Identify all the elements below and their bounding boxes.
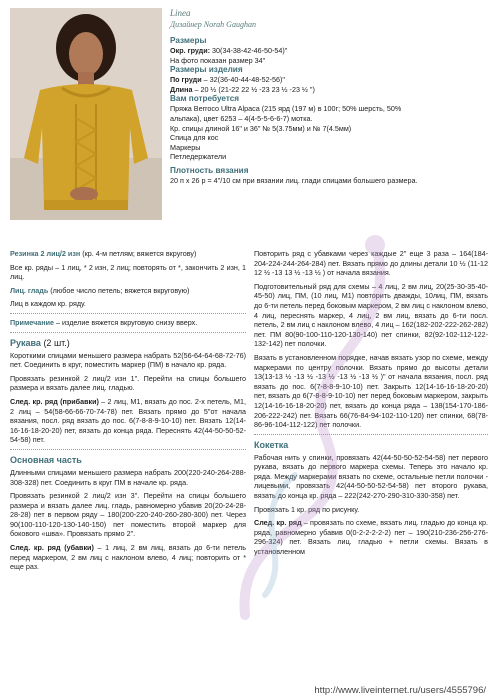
model-photo [10,8,162,220]
body-heading: Основная часть [10,454,82,465]
right-column [254,249,488,561]
rib-stitch-def [10,249,246,259]
chest-line [170,46,488,56]
body-dec-text: – 1 лиц, 2 вм лиц, вязать до 6-ти петель перед маркером, 2 вм лиц с наклоном влево, 4 лиц; повторить от * еще раз. [10,543,246,572]
source-url: http://www.liveinternet.ru/users/4555796/ [314,685,486,697]
yoke-para-1: Рабочая нить у спинки, провязать 42(44-50-50-52-54-58) пет первого рукава, вязать до первого маркера схемы. Теперь это начало кр. ряда. Между маркерами вязать по схеме, остальные петли полочки - лицевыми, провязать 42(44-50-50-52-54-58) пет второго рукава, вязать до конца кр. ряда – 222(242-270-290-310-330-358) пет. [254,452,488,501]
pattern-header [170,8,488,186]
stockinette-row: Лиц в каждом кр. ряду. [10,299,86,309]
divider [10,449,246,450]
length-line [170,85,488,95]
yarn-line-2: альпака), цвет 6253 – 4(4-5-5-6-6-7) мотка. [170,113,313,123]
sleeves-inc-label: След. кр. ряд (прибавки) [10,396,99,406]
gauge-heading: Плотность вязания [170,165,249,175]
length-label: Длина [170,84,193,94]
note [10,318,246,328]
right-para-1: Повторить ряд с убавками через каждые 2" еще 3 раза – 164(184-204-224-244-264-284) пет. Вязать прямо до длины детали 10 ½ (11-12 12 ½ -13 13 ½ -13 ½ ) от начала вязания. [254,249,488,278]
body-para-1: Длинными спицами меньшего размера набрать 200(220-240-264-288-308-328) пет. Соединить в круг ПМ в начале кр. ряда. [10,467,246,487]
photo-size-line: На фото показан размер 34" [170,55,266,65]
item-sizes-heading: Размеры изделия [170,65,243,75]
yarn-line-1: Пряжа Berroco Ultra Alpaca (215 ярд (197 м) в 100г; 50% шерсть, 50% [170,104,402,114]
sleeves-title: Рукава [10,337,41,348]
item-chest-value: – 32(36-40-44-48-52-56)" [201,75,285,85]
chest-value: 30(34-38-42-46-50-54)" [210,46,288,55]
body-para-2: Провязать резинкой 2 лиц/2 изн 3". Перейти на спицы большего размера и вязать далее лиц. гладь, равномерно убавив 20(20-24-28-28-28) пет в первом ряду – 180(200-220-240-260-280-300) пет. Через 90(100-110-120-130-140-150) пет поместить второй маркер для бокового «шва». Провязать прямо 2". [10,491,246,539]
divider [10,332,246,333]
stockinette-def [10,286,246,296]
sleeves-inc-text: – 2 лиц, М1, вязать до пос. 2-х петель, М1, 2 лиц – 54(58-66-66-70-74-78) пет. Вязать прямо до 5"от начала вязания, посл. ряд вязать до пос. 6(7-8-8-9-10-10) пет. Вязать 12(14-16-16-18-20-20) пет, вязать до конца ряда. Переснять 42(44-50-50-52-54-58) пет. [10,396,246,445]
note-label: Примечание [10,317,55,327]
right-para-3: Вязать в установленном порядке, начав вязать узор по схеме, между маркерами по центру полочки. Вязать прямо до высоты детали 13(13-13 ½ -13 ½ -13 ½ -13 ½ -13 ½ )" от начала вязания, посл. ряд вязать до пос. 6(7-8-8-9-10-10) пет. Закрыть 12(14-16-16-18-20-20) пет, вязать до 6(7-8-8-9-10-10) пет перед боковым маркером, закрыть 12(14-16-16-18-20-20) пет, вязать до конца ряда – 138(154-170-186-206-222-242) пет. Вязать 66(76-84-94-102-110-120) пет спинки, 68(78-86-96-104-112-122) пет полочки. [254,352,488,430]
sleeves-increase [10,397,246,445]
note-text: – изделие вяжется вкруговую снизу вверх. [54,317,198,327]
gauge-line: 20 п х 26 р = 4"/10 см при вязании лиц. глади спицами большего размера. [170,175,418,185]
body-decrease [10,543,246,572]
sleeves-heading [10,337,246,349]
materials-heading: Вам потребуется [170,94,240,104]
sleeves-count: (2 шт.) [40,337,70,348]
model-illustration [10,8,162,220]
needles-line: Кр. спицы длиной 16" и 36" № 5(3.75мм) и № 7(4.5мм) [170,123,352,133]
left-column [10,249,246,576]
stockinette-rest: (любое число петель; вяжется вкруговую) [48,285,190,295]
right-para-2: Подготовительный ряд для схемы – 4 лиц, 2 вм лиц, 20(25-30-35-40-45-50) лиц, ПМ, (10 лиц, М1) повторить дважды, 10лиц, ПМ, вязать до 6-ти петель перед боковым маркером, 2 вм лиц с наклоном влево, 4 лиц, переснять маркер, 4 лиц, 2 вм лиц, вязать до 6-ти посл. петель, 2 вм лиц с наклоном влево, 4 лиц – 162(182-202-222-262-282) пет. ПМ 80(90-100-110-120-130-140) пет спинки, 82(92-102-112-122-132-142) пет полочки. [254,281,488,349]
yoke-para-2: Провязать 1 кр. ряд по рисунку. [254,504,360,514]
holders-line: Петледержатели [170,152,227,162]
markers-line: Маркеры [170,142,201,152]
yoke-decrease [254,518,488,556]
chest-label: Окр. груди: [170,46,211,55]
stockinette-title: Лиц. гладь [10,285,49,295]
sleeves-para-1: Короткими спицами меньшего размера набрать 52(56-64-64-68-72-76) пет. Соединить в круг, поместить маркер (ПМ) в начало кр. ряда. [10,350,246,370]
rib-rest: (кр. 4-м петлям; вяжется вкругову) [80,249,197,258]
yoke-heading: Кокетка [254,439,289,450]
divider [10,313,246,314]
yoke-dec-text: – провязать по схеме, вязать лиц. гладью до конца кр. ряда, равномерно убавив 0(0-2-2-2-2-2) пет – 190(210-236-256-276-296-324) пет. Вязать лиц. гладью + петли схемы. Вязать в установленном [254,518,489,557]
item-chest-line [170,75,488,85]
rib-row: Все кр. ряды – 1 лиц, * 2 изн, 2 лиц; повторять от *, закончить 2 изн, 1 лиц. [10,262,246,282]
length-value: – 20 ½ (21-22 22 ½ -23 23 ½ -23 ½ ") [192,84,315,94]
sleeves-para-2: Провязать резинкой 2 лиц/2 изн 1". Перейти на спицы большего размера и вязать далее лиц. гладью. [10,373,246,393]
yoke-dec-label: След. кр. ряд [254,518,302,528]
divider [254,434,488,435]
pattern-title: Linea [170,8,191,18]
rib-title: Резинка 2 лиц/2 изн [10,249,81,258]
body-dec-label: След. кр. ряд (убавки) [10,543,94,553]
designer-credit: Дизайнер Norah Gaughan [170,20,256,29]
item-chest-label: По груди [170,75,202,85]
cable-needle-line: Спица для кос [170,133,219,143]
sizes-heading: Размеры [170,36,207,45]
